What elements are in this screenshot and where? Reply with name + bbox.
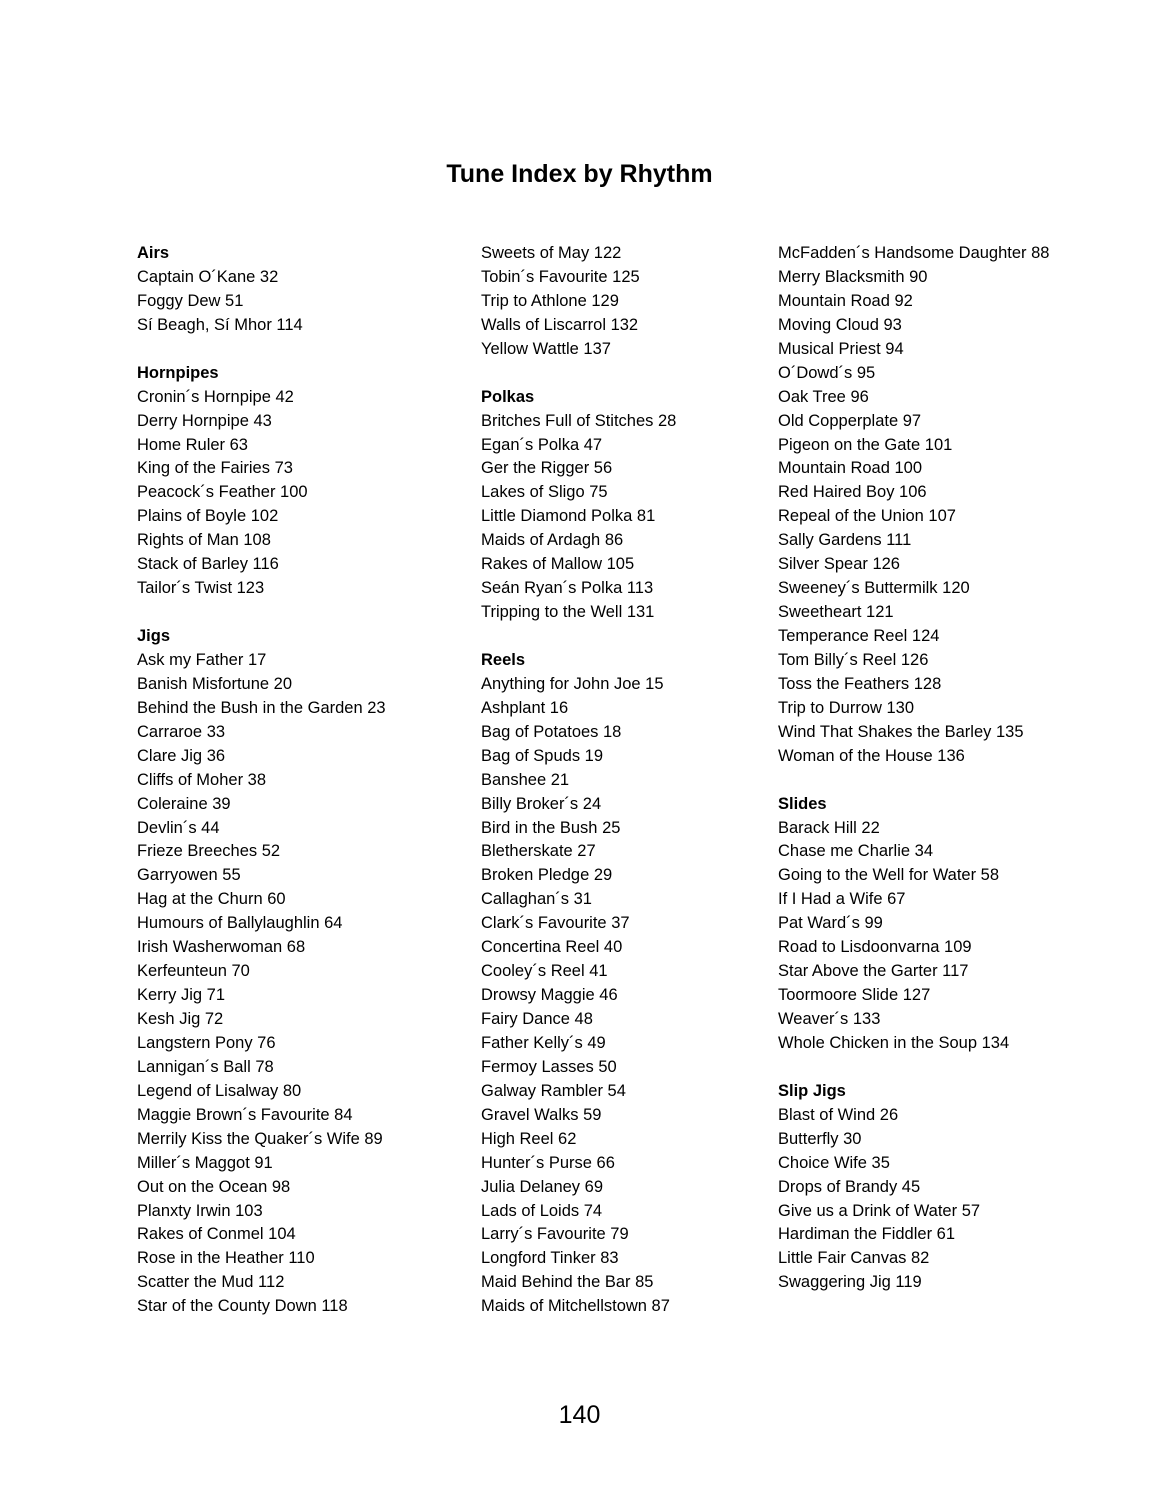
tune-entry: Garryowen 55	[137, 866, 241, 885]
tune-entry: Give us a Drink of Water 57	[778, 1201, 981, 1220]
tune-entry: Maid Behind the Bar 85	[481, 1273, 654, 1292]
tune-entry: Walls of Liscarrol 132	[481, 315, 639, 334]
tune-entry: Langstern Pony 76	[137, 1033, 276, 1052]
tune-entry: Maids of Mitchellstown 87	[481, 1297, 670, 1316]
tune-entry: Weaver´s 133	[778, 1010, 881, 1028]
tune-entry: Plains of Boyle 102	[137, 507, 279, 526]
spacer	[481, 362, 676, 386]
tune-entry: Longford Tinker 83	[481, 1249, 619, 1268]
tune-entry: Lakes of Sligo 75	[481, 483, 608, 502]
tune-entry: Trip to Durrow 130	[778, 698, 915, 717]
page-title: Tune Index by Rhythm	[446, 159, 713, 188]
tune-entry: Carraroe 33	[137, 722, 226, 741]
tune-entry: Moving Cloud 93	[778, 315, 902, 334]
tune-entry: High Reel 62	[481, 1129, 577, 1148]
tune-entry: Home Ruler 63	[137, 435, 248, 454]
tune-entry: Temperance Reel 124	[778, 627, 940, 645]
tune-entry: Julia Delaney 69	[481, 1177, 603, 1196]
page-number: 140	[558, 1401, 601, 1429]
spacer	[137, 601, 386, 625]
tune-entry: Stack of Barley 116	[137, 555, 279, 574]
tune-entry: Cronin´s Hornpipe 42	[137, 387, 294, 406]
tune-entry: O´Dowd´s 95	[778, 363, 876, 382]
tune-entry: Tailor´s Twist 123	[137, 579, 265, 598]
section-heading: Airs	[137, 244, 170, 262]
tune-entry: Tobin´s Favourite 125	[481, 267, 640, 286]
tune-entry: Swaggering Jig 119	[778, 1273, 922, 1292]
tune-entry: Devlin´s 44	[137, 818, 220, 837]
tune-entry: Trip to Athlone 129	[481, 291, 619, 310]
tune-entry: Gravel Walks 59	[481, 1105, 602, 1124]
tune-entry: Cliffs of Moher 38	[137, 770, 267, 789]
tune-entry: Egan´s Polka 47	[481, 435, 603, 454]
tune-entry: Out on the Ocean 98	[137, 1177, 291, 1196]
tune-entry: Billy Broker´s 24	[481, 794, 602, 813]
tune-entry: Derry Hornpipe 43	[137, 411, 272, 430]
tune-entry: Hag at the Churn 60	[137, 890, 286, 909]
tune-entry: Scatter the Mud 112	[137, 1273, 285, 1292]
tune-entry: Ask my Father 17	[137, 650, 267, 669]
tune-entry: Mountain Road 92	[778, 291, 913, 310]
tune-entry: Going to the Well for Water 58	[778, 866, 1000, 885]
tune-entry: Blast of Wind 26	[778, 1105, 899, 1124]
tune-entry: Banish Misfortune 20	[137, 674, 293, 693]
tune-entry: Rakes of Mallow 105	[481, 555, 635, 574]
tune-entry: Bletherskate 27	[481, 842, 596, 861]
tune-entry: Humours of Ballylaughlin 64	[137, 914, 343, 933]
tune-entry: Drowsy Maggie 46	[481, 986, 618, 1005]
tune-entry: Lannigan´s Ball 78	[137, 1057, 274, 1076]
tune-entry: Butterfly 30	[778, 1129, 862, 1148]
tune-entry: King of the Fairies 73	[137, 459, 293, 478]
section-heading: Slides	[778, 794, 827, 813]
spacer	[778, 1056, 1049, 1080]
tune-entry: Pat Ward´s 99	[778, 914, 883, 933]
tune-entry: Sweetheart 121	[778, 603, 894, 622]
tune-entry: Star of the County Down 118	[137, 1297, 348, 1316]
tune-entry: Fermoy Lasses 50	[481, 1057, 617, 1076]
tune-entry: Tripping to the Well 131	[481, 603, 655, 622]
tune-entry: Callaghan´s 31	[481, 890, 592, 909]
tune-entry: Red Haired Boy 106	[778, 483, 927, 502]
tune-entry: Irish Washerwoman 68	[137, 938, 306, 957]
tune-entry: Hunter´s Purse 66	[481, 1153, 615, 1172]
tune-entry: Tom Billy´s Reel 126	[778, 650, 929, 669]
tune-entry: Captain O´Kane 32	[137, 267, 279, 286]
tune-entry: Road to Lisdoonvarna 109	[778, 938, 972, 957]
tune-entry: Lads of Loids 74	[481, 1201, 603, 1220]
section-heading: Hornpipes	[137, 363, 219, 382]
tune-entry: Bag of Spuds 19	[481, 746, 604, 765]
tune-entry: Mountain Road 100	[778, 459, 923, 478]
tune-entry: Bag of Potatoes 18	[481, 722, 622, 741]
tune-entry: Rose in the Heather 110	[137, 1249, 315, 1268]
tune-entry: Barack Hill 22	[778, 818, 880, 837]
index-column-2	[481, 242, 676, 1319]
tune-entry: Rights of Man 108	[137, 531, 271, 550]
tune-entry: Sweets of May 122	[481, 244, 622, 262]
tune-entry: Bird in the Bush 25	[481, 818, 621, 837]
tune-entry: Clark´s Favourite 37	[481, 914, 630, 933]
tune-entry: Concertina Reel 40	[481, 938, 623, 957]
spacer	[481, 625, 676, 649]
tune-entry: Yellow Wattle 137	[481, 339, 611, 358]
section-heading: Reels	[481, 650, 526, 669]
tune-entry: Banshee 21	[481, 770, 570, 789]
tune-entry: Rakes of Conmel 104	[137, 1225, 296, 1244]
tune-entry: Kesh Jig 72	[137, 1010, 224, 1028]
tune-entry: Ger the Rigger 56	[481, 459, 613, 478]
tune-entry: Merrily Kiss the Quaker´s Wife 89	[137, 1129, 383, 1148]
tune-entry: If I Had a Wife 67	[778, 890, 906, 909]
tune-entry: Musical Priest 94	[778, 339, 904, 358]
tune-entry: Foggy Dew 51	[137, 291, 244, 310]
tune-entry: Miller´s Maggot 91	[137, 1153, 273, 1172]
tune-entry: Galway Rambler 54	[481, 1081, 626, 1100]
tune-entry: Kerry Jig 71	[137, 986, 226, 1005]
tune-entry: Sí Beagh, Sí Mhor 114	[137, 315, 303, 334]
tune-entry: Choice Wife 35	[778, 1153, 890, 1172]
tune-entry: Toormoore Slide 127	[778, 986, 931, 1005]
tune-entry: McFadden´s Handsome Daughter 88	[778, 244, 1050, 262]
tune-entry: Sweeney´s Buttermilk 120	[778, 579, 970, 598]
tune-entry: Cooley´s Reel 41	[481, 962, 608, 981]
tune-entry: Father Kelly´s 49	[481, 1033, 606, 1052]
tune-entry: Pigeon on the Gate 101	[778, 435, 953, 454]
tune-entry: Broken Pledge 29	[481, 866, 613, 885]
tune-entry: Merry Blacksmith 90	[778, 267, 928, 286]
tune-entry: Hardiman the Fiddler 61	[778, 1225, 956, 1244]
tune-entry: Behind the Bush in the Garden 23	[137, 698, 386, 717]
tune-entry: Coleraine 39	[137, 794, 231, 813]
tune-entry: Oak Tree 96	[778, 387, 869, 406]
tune-entry: Kerfeunteun 70	[137, 962, 250, 981]
tune-entry: Legend of Lisalway 80	[137, 1081, 302, 1100]
tune-entry: Planxty Irwin 103	[137, 1201, 263, 1220]
tune-entry: Silver Spear 126	[778, 555, 900, 574]
tune-entry: Toss the Feathers 128	[778, 674, 942, 693]
spacer	[137, 338, 386, 362]
section-heading: Slip Jigs	[778, 1081, 846, 1100]
tune-entry: Ashplant 16	[481, 698, 569, 717]
tune-entry: Whole Chicken in the Soup 134	[778, 1033, 1010, 1052]
tune-entry: Little Diamond Polka 81	[481, 507, 656, 526]
tune-entry: Seán Ryan´s Polka 113	[481, 579, 654, 598]
tune-entry: Woman of the House 136	[778, 746, 965, 765]
tune-entry: Chase me Charlie 34	[778, 842, 933, 861]
tune-entry: Sally Gardens 111	[778, 531, 912, 550]
tune-entry: Clare Jig 36	[137, 746, 226, 765]
index-column-3	[778, 242, 1049, 1295]
tune-entry: Peacock´s Feather 100	[137, 483, 308, 502]
tune-entry: Drops of Brandy 45	[778, 1177, 921, 1196]
spacer	[778, 769, 1049, 793]
tune-entry: Larry´s Favourite 79	[481, 1225, 629, 1244]
tune-entry: Old Copperplate 97	[778, 411, 922, 430]
tune-entry: Frieze Breeches 52	[137, 842, 281, 861]
tune-entry: Maids of Ardagh 86	[481, 531, 624, 550]
tune-entry: Britches Full of Stitches 28	[481, 411, 677, 430]
tune-entry: Star Above the Garter 117	[778, 962, 969, 981]
tune-entry: Fairy Dance 48	[481, 1010, 593, 1028]
index-column-1	[137, 242, 386, 1319]
section-heading: Jigs	[137, 627, 171, 645]
tune-entry: Repeal of the Union 107	[778, 507, 956, 526]
tune-entry: Wind That Shakes the Barley 135	[778, 722, 1024, 741]
section-heading: Polkas	[481, 387, 535, 406]
tune-entry: Anything for John Joe 15	[481, 674, 664, 693]
tune-entry: Maggie Brown´s Favourite 84	[137, 1105, 353, 1124]
tune-entry: Little Fair Canvas 82	[778, 1249, 930, 1268]
